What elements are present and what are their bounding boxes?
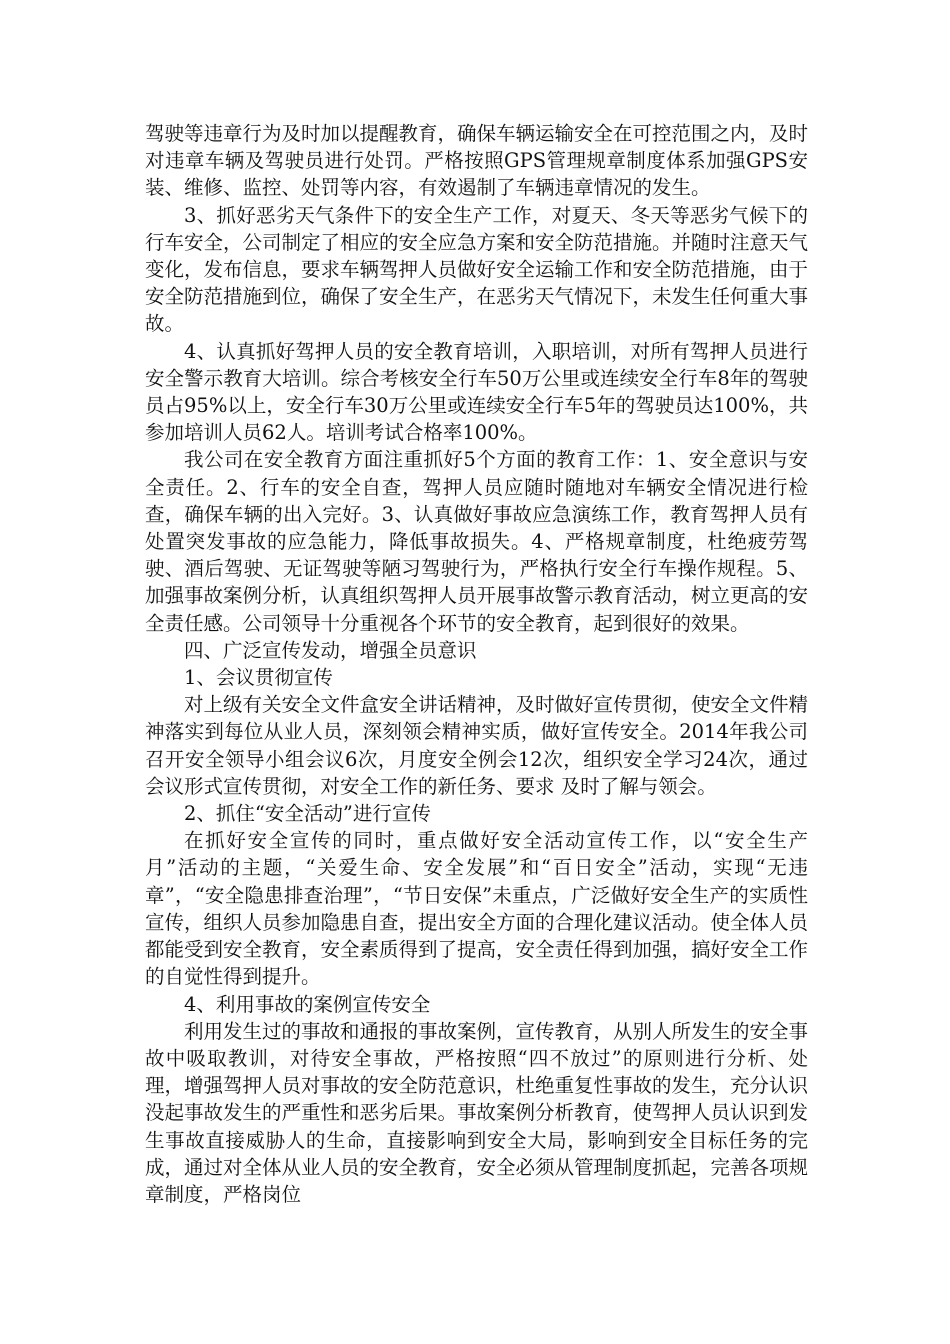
paragraph-accident-cases: 利用发生过的事故和通报的事故案例，宣传教育，从别人所发生的安全事故中吸取教训，对待安全事故，严格按照“四不放过”的原则进行分析、处理，增强驾押人员对事故的安全防范意识，杜绝重复性事故的发生，充分认识没起事故发生的严重性和恶劣后果。事故案例分析教育，使驾押人员认识到发生事故直接威胁人的生命，直接影响到安全大局，影响到安全目标任务的完成，通过对全体从业人员的安全教育，安全必须从管理制度抓起，完善各项规章制度，严格岗位 [145, 1019, 809, 1206]
paragraph-meetings: 对上级有关安全文件盒安全讲话精神，及时做好宣传贯彻，使安全文件精神落实到每位从业人员，深刻领会精神实质，做好宣传安全。2014年我公司召开安全领导小组会议6次，月度安全例会12次，组织安全学习24次，通过会议形式宣传贯彻，对安全工作的新任务、要求 及时了解与领会。 [145, 693, 809, 798]
subheading-accident-cases: 4、利用事故的案例宣传安全 [184, 992, 431, 1016]
document-page [145, 120, 808, 1208]
paragraph-five-aspects: 我公司在安全教育方面注重抓好5个方面的教育工作：1、安全意识与安全责任。2、行车的安全自查，驾押人员应随时随地对车辆安全情况进行检查，确保车辆的出入完好。3、认真做好事故应急演练工作，教育驾押人员有处置突发事故的应急能力，降低事故损失。4、严格规章制度，杜绝疲劳驾驶、酒后驾驶、无证驾驶等陋习驾驶行为，严格执行安全行车操作规程。5、加强事故案例分析，认真组织驾押人员开展事故警示教育活动，树立更高的安全责任感。公司领导十分重视各个环节的安全教育，起到很好的效果。 [145, 448, 809, 635]
paragraph-bad-weather: 3、抓好恶劣天气条件下的安全生产工作，对夏天、冬天等恶劣气候下的行车安全，公司制定了相应的安全应急方案和安全防范措施。并随时注意天气变化，发布信息，要求车辆驾押人员做好安全运输工作和安全防范措施，由于安全防范措施到位，确保了安全生产，在恶劣天气情况下，未发生任何重大事故。 [145, 203, 809, 336]
subheading-safety-activities: 2、抓住“安全活动”进行宣传 [184, 802, 431, 826]
subheading-meetings: 1、会议贯彻宣传 [184, 666, 333, 690]
section-heading-publicity: 四、广泛宣传发动，增强全员意识 [184, 638, 477, 662]
paragraph-safety-activities: 在抓好安全宣传的同时，重点做好安全活动宣传工作，以“安全生产月”活动的主题，“关爱生命、安全发展”和“百日安全”活动，实现“无违章”，“安全隐患排查治理”，“节日安保”未重点，广泛做好安全生产的实质性宣传，组织人员参加隐患自查，提出安全方面的合理化建议活动。使全体人员都能受到安全教育，安全素质得到了提高，安全责任得到加强，搞好安全工作的自觉性得到提升。 [145, 829, 809, 989]
paragraph-gps-violations: 驾驶等违章行为及时加以提醒教育，确保车辆运输安全在可控范围之内，及时对违章车辆及驾驶员进行处罚。严格按照GPS管理规章制度体系加强GPS安装、维修、监控、处罚等内容，有效遏制了车辆违章情况的发生。 [145, 122, 809, 200]
paragraph-training: 4、认真抓好驾押人员的安全教育培训，入职培训，对所有驾押人员进行安全警示教育大培训。综合考核安全行车50万公里或连续安全行车8年的驾驶员占95%以上，安全行车30万公里或连续安全行车5年的驾驶员达100%，共参加培训人员62人。培训考试合格率100%。 [145, 339, 808, 445]
